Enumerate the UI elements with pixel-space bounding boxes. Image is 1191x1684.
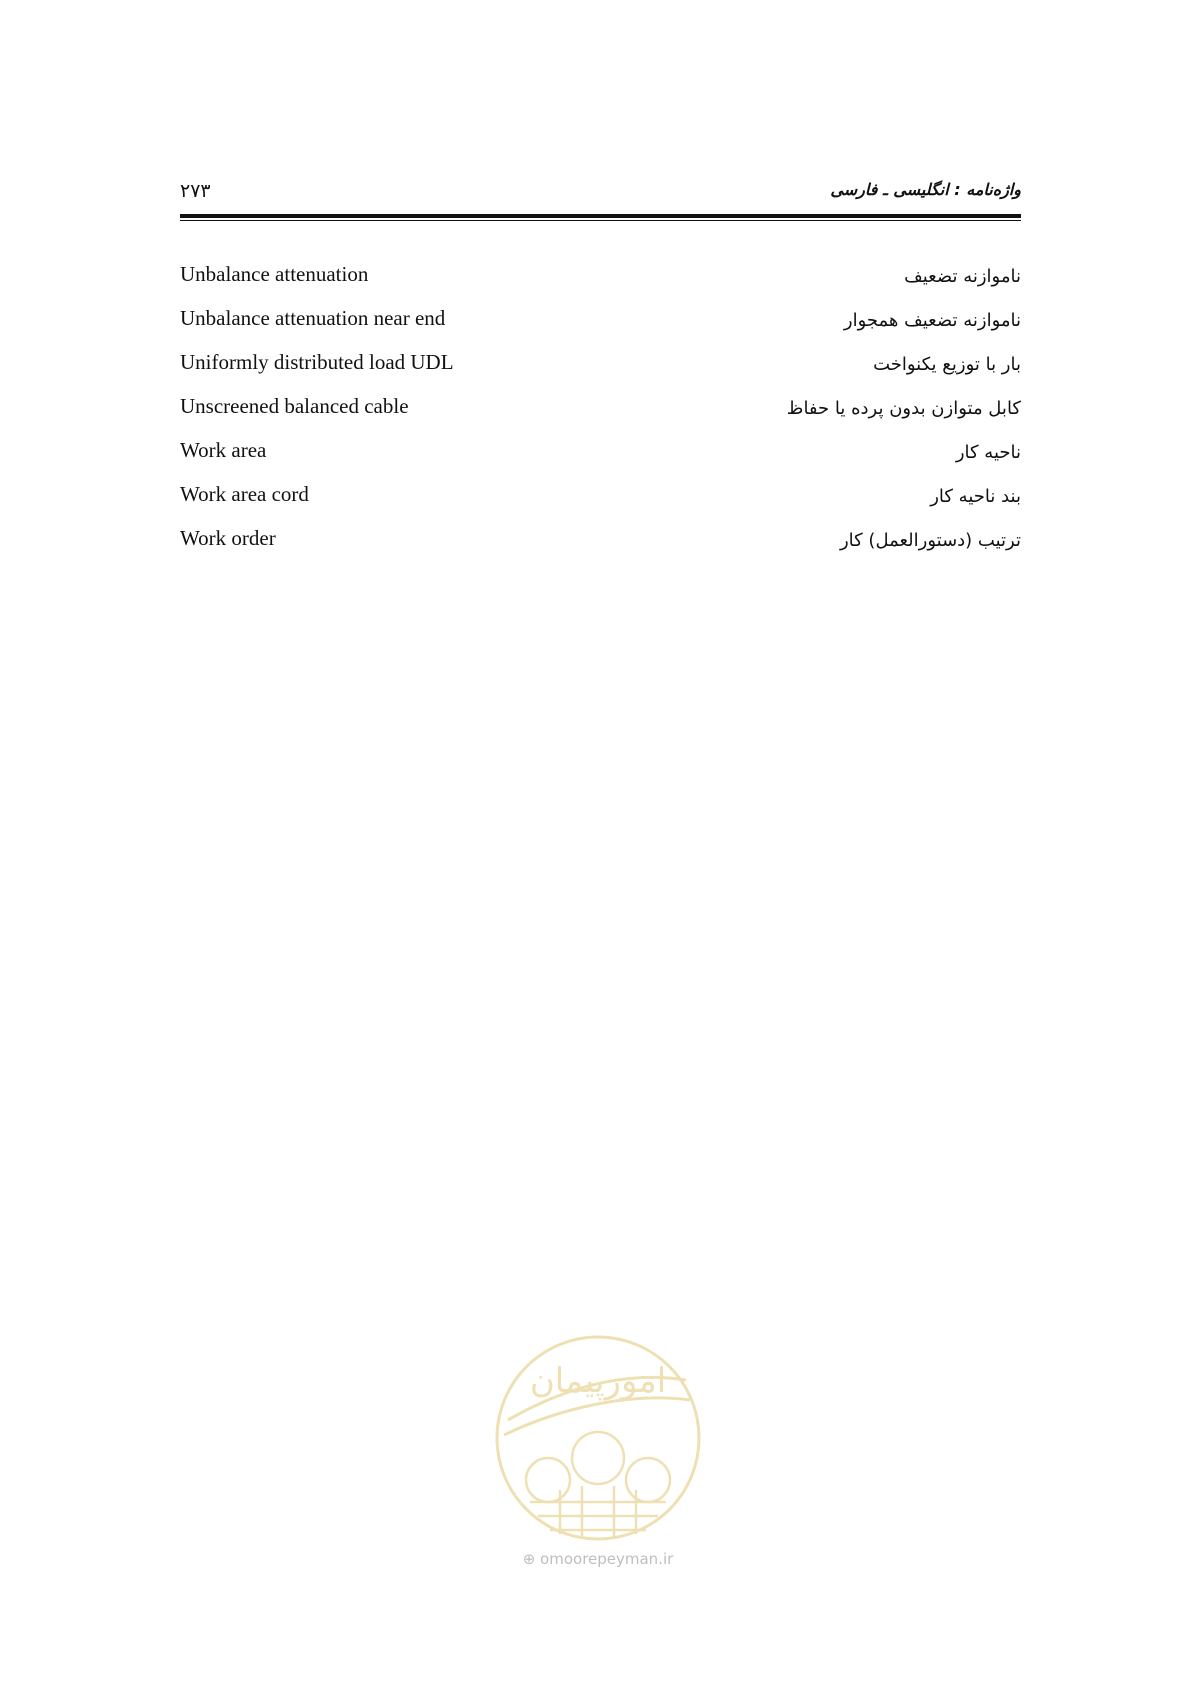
- glossary-entry: [180, 262, 1021, 306]
- watermark-logo-text: امورپیمان: [529, 1361, 667, 1401]
- english-term: Work area cord: [180, 482, 309, 506]
- glossary-entry: [180, 438, 1021, 482]
- english-term: Work area: [180, 438, 267, 462]
- persian-term: ترتیب (دستورالعمل) کار: [839, 530, 1021, 551]
- page-header: [180, 176, 1021, 206]
- glossary-entry: [180, 306, 1021, 350]
- glossary-entry: [180, 482, 1021, 526]
- glossary-entry: [180, 350, 1021, 394]
- persian-term: ناموازنه تضعیف همجوار: [843, 310, 1021, 331]
- watermark-logo-icon: [490, 1330, 706, 1546]
- watermark-caption: [488, 1550, 708, 1568]
- english-term: Unscreened balanced cable: [180, 394, 409, 418]
- header-rule: [180, 214, 1021, 218]
- glossary-entry: [180, 526, 1021, 570]
- glossary-list: [180, 262, 1021, 570]
- watermark: [488, 1330, 708, 1568]
- persian-term: بار با توزیع یکنواخت: [873, 354, 1021, 375]
- page-number: ۲۷۳: [180, 180, 211, 202]
- running-title: واژه‌نامه : انگلیسی ـ فارسی: [830, 180, 1021, 199]
- glossary-entry: [180, 394, 1021, 438]
- english-term: Work order: [180, 526, 276, 550]
- globe-icon: ⊕: [522, 1550, 536, 1568]
- persian-term: ناموازنه تضعیف: [904, 266, 1021, 287]
- header-rule-thin: [180, 220, 1021, 221]
- persian-term: ناحیه کار: [955, 442, 1021, 463]
- english-term: Unbalance attenuation near end: [180, 306, 446, 330]
- persian-term: کابل متوازن بدون پرده یا حفاظ: [786, 398, 1021, 419]
- watermark-url: omoorepeyman.ir: [540, 1550, 674, 1568]
- persian-term: بند ناحیه کار: [930, 486, 1021, 507]
- english-term: Uniformly distributed load UDL: [180, 350, 454, 374]
- english-term: Unbalance attenuation: [180, 262, 369, 286]
